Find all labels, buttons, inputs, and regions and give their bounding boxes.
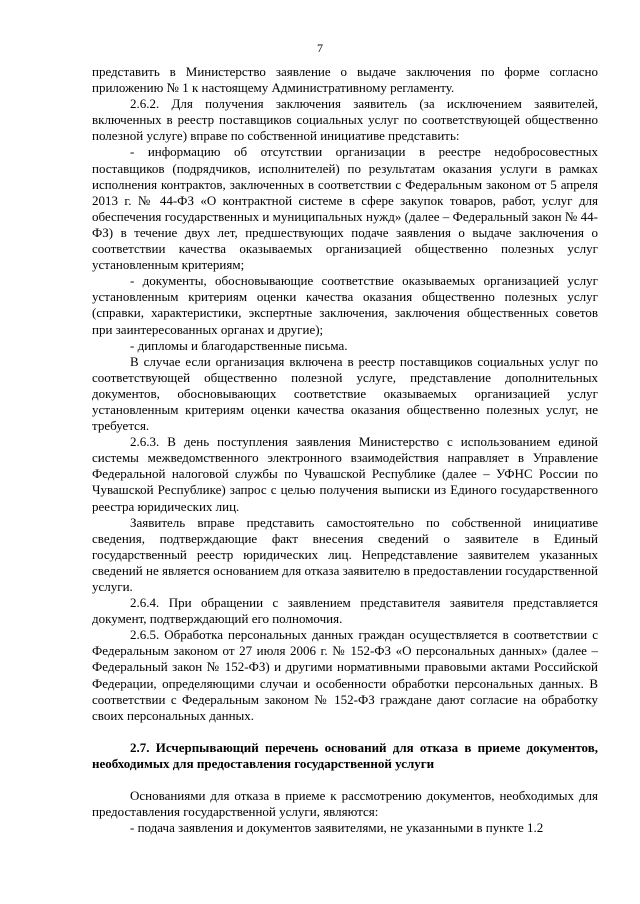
paragraph-2-6-2: 2.6.2. Для получения заключения заявитель (за исключением заявителей, включенных в реестр поставщиков социальных услуг по соответствующей общественно полезной услуге) вправе по собственной инициативе представить: bbox=[92, 96, 598, 144]
section-heading-2-7: 2.7. Исчерпывающий перечень оснований для отказа в приеме документов, необходимых для предоставления государственной услуги bbox=[92, 739, 598, 771]
paragraph-2-6-4: 2.6.4. При обращении с заявлением представителя заявителя представляется документ, подтверждающий его полномочия. bbox=[92, 595, 598, 627]
page-number: 7 bbox=[317, 41, 323, 55]
list-item-info-absence: - информацию об отсутствии организации в реестре недобросовестных поставщиков (подрядчиков, исполнителей) по результатам оказания услуги в рамках исполнения контрактов, заключенных в соответствии с Федеральным законом от 5 апреля 2013 г. № 44-ФЗ «О контрактной системе в сфере закупок товаров, работ, услуг для обеспечения государственных и муниципальных нужд» (далее – Федеральный закон № 44-ФЗ) в течение двух лет, предшествующих подаче заявления о выдаче заключения о соответствии качества оказываемых организацией общественно полезных услуг установленным критериям; bbox=[92, 144, 598, 273]
paragraph-2-6-3: 2.6.3. В день поступления заявления Министерство с использованием единой системы межведомственного электронного взаимодействия направляет в Управление Федеральной налоговой службы по Чувашской Республике (далее – УФНС России по Чувашской Республике) запрос с целью получения выписки из Единого государственного реестра юридических лиц. bbox=[92, 434, 598, 514]
list-item-documents: - документы, обосновывающие соответствие оказываемых организацией услуг установленным критериям оценки качества оказания общественно полезных услуг (справки, характеристики, экспертные заключения, заключения общественных советов при заинтересованных органах и другие); bbox=[92, 273, 598, 337]
paragraph-refusal-grounds: Основаниями для отказа в приеме к рассмотрению документов, необходимых для предоставления государственной услуги, являются: bbox=[92, 788, 598, 820]
paragraph-continuation: представить в Министерство заявление о выдаче заключения по форме согласно приложению № 1 к настоящему Административному регламенту. bbox=[92, 64, 598, 96]
document-body bbox=[92, 64, 598, 836]
list-item-diplomas: - дипломы и благодарственные письма. bbox=[130, 337, 348, 353]
paragraph-applicant-right: Заявитель вправе представить самостоятельно по собственной инициативе сведения, подтверждающие факт внесения сведений о заявителе в Единый государственный реестр юридических лиц. Непредставление заявителем указанных сведений не является основанием для отказа заявителю в предоставлении государственной услуги. bbox=[92, 514, 598, 594]
paragraph-registry-case: В случае если организация включена в реестр поставщиков социальных услуг по соответствующей общественно полезной услуге, представление дополнительных документов, обосновывающих соответствие оказываемых организацией услуг установленным критериям оценки качества оказания общественно полезных услуг, не требуется. bbox=[92, 353, 598, 434]
list-item-refusal-1: - подача заявления и документов заявителями, не указанными в пункте 1.2 bbox=[130, 820, 544, 836]
paragraph-2-6-5: 2.6.5. Обработка персональных данных граждан осуществляется в соответствии с Федеральным законом от 27 июля 2006 г. № 152-ФЗ «О персональных данных» (далее – Федеральный закон № 152-ФЗ) и другими нормативными правовыми актами Российской Федерации, определяющими случаи и особенности обработки персональных данных. В соответствии с Федеральным законом № 152-ФЗ граждане дают согласие на обработку своих персональных данных. bbox=[92, 627, 598, 723]
